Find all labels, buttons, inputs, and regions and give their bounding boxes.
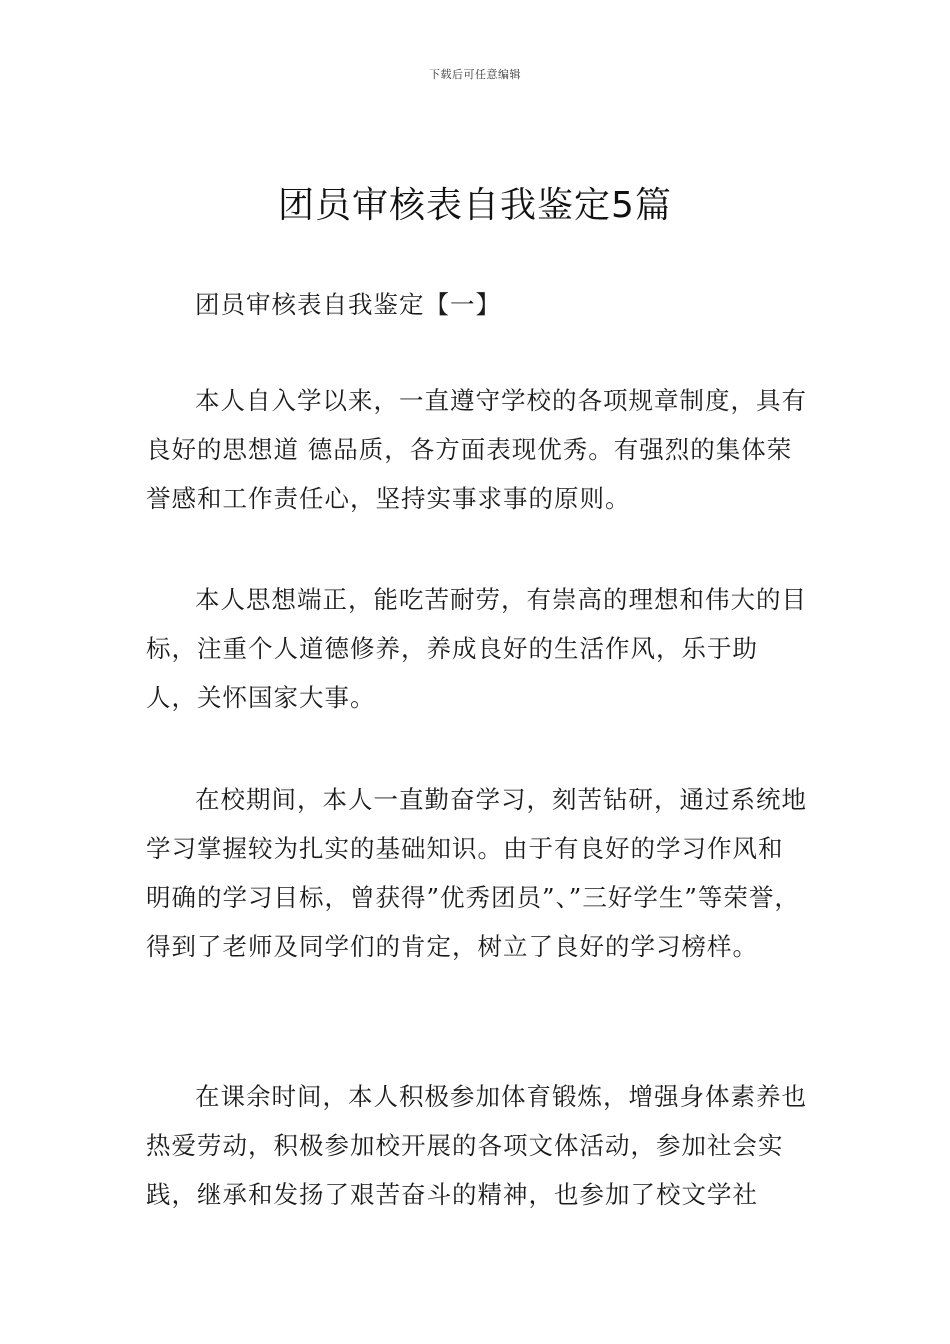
paragraph-4: 在课余时间，本人积极参加体育锻炼，增强身体素养也热爱劳动，积极参加校开展的各项文体活动，参加社会实践，继承和发扬了艰苦奋斗的精神，也参加了校文学社 bbox=[146, 1082, 807, 1209]
paragraph-1: 本人自入学以来，一直遵守学校的各项规章制度，具有良好的思想道 德品质，各方面表现优秀。有强烈的集体荣誉感和工作责任心，坚持实事求事的原则。 bbox=[146, 386, 807, 513]
paragraph-2: 本人思想端正，能吃苦耐劳，有崇高的理想和伟大的目标，注重个人道德修养，养成良好的生活作风，乐于助人，关怀国家大事。 bbox=[146, 585, 807, 712]
section-heading: 团员审核表自我鉴定【一】 bbox=[195, 290, 501, 319]
document-title: 团员审核表自我鉴定5篇 bbox=[278, 185, 672, 226]
paragraph-3: 在校期间，本人一直勤奋学习，刻苦钻研，通过系统地学习掌握较为扎实的基础知识。由于有良好的学习作风和明确的学习目标，曾获得”优秀团员”、”三好学生”等荣誉，得到了老师及同学们的肯定，树立了良好的学习榜样。 bbox=[146, 785, 807, 961]
header-note: 下载后可任意编辑 bbox=[429, 68, 521, 81]
